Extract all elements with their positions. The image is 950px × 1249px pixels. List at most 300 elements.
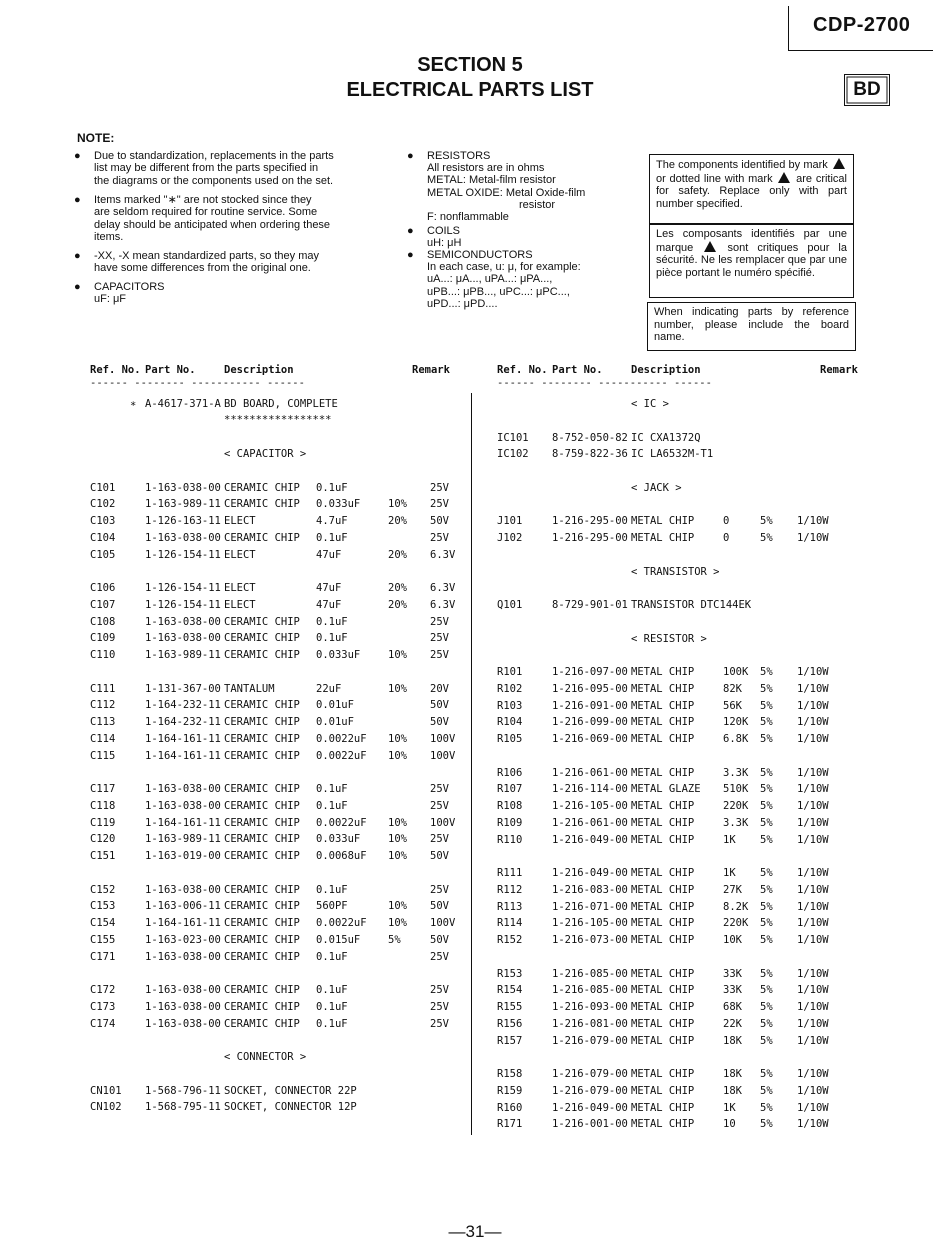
rating: 1/10W (797, 883, 829, 896)
value: 82K (723, 682, 742, 695)
table-row (497, 700, 877, 714)
tolerance: 20% (388, 515, 407, 527)
rating: 25V (430, 833, 449, 846)
ref-no: C105 (90, 548, 116, 561)
table-row (497, 767, 877, 781)
note-middle-line: SEMICONDUCTORS (427, 249, 533, 261)
part-no: 1-126-154-11 (145, 548, 221, 561)
part-no: 1-216-079-00 (552, 1068, 628, 1080)
rating: 1/10W (797, 984, 829, 997)
value: 47uF (316, 548, 342, 561)
group-heading: < TRANSISTOR > (631, 565, 720, 578)
table-row (497, 432, 877, 446)
part-no: 1-163-038-00 (145, 531, 221, 544)
tolerance: 5% (760, 532, 773, 544)
part-no: 1-216-079-00 (552, 1034, 628, 1047)
group-heading: < JACK > (631, 481, 682, 494)
description: CERAMIC CHIP (224, 917, 300, 929)
rating: 25V (430, 883, 449, 896)
rating: 1/10W (797, 816, 829, 829)
part-no: 1-216-049-00 (552, 867, 628, 879)
ref-no: R106 (497, 766, 523, 779)
rating: 1/10W (797, 967, 829, 980)
rating: 1/10W (797, 833, 829, 846)
part-no: 1-163-038-00 (145, 1000, 221, 1013)
safety-note-en-line1: The components identified by mark (656, 159, 828, 171)
description: SOCKET, CONNECTOR 22P (224, 1084, 357, 1097)
value: 0 (723, 515, 730, 528)
rating: 25V (430, 1017, 449, 1030)
note-middle-line: uA...: μA..., uPA...: μPA..., (427, 273, 553, 286)
rating: 25V (430, 799, 449, 812)
table-row (90, 833, 470, 847)
table-row (497, 800, 877, 814)
tolerance: 10% (388, 900, 407, 913)
value: 0.1uF (316, 1017, 348, 1030)
rating: 25V (430, 649, 449, 661)
tolerance: 5% (760, 1118, 773, 1131)
rating: 1/10W (797, 532, 829, 544)
ref-no: R171 (497, 1118, 523, 1131)
rating: 100V (430, 917, 456, 929)
tolerance: 10% (388, 816, 407, 829)
value: 0.01uF (316, 716, 354, 728)
ref-no: C171 (90, 950, 116, 963)
note-middle-line: resistor (519, 198, 556, 211)
part-no: 8-729-901-01 (552, 599, 628, 611)
ref-no: C174 (90, 1017, 116, 1030)
col-rule-right: ------ -------- ----------- ------ (497, 377, 712, 389)
value: 0.033uF (316, 649, 361, 661)
description: METAL CHIP (631, 733, 695, 745)
ref-no: C106 (90, 582, 116, 594)
value: 0.033uF (316, 498, 361, 511)
tolerance: 5% (760, 917, 773, 930)
description: METAL CHIP (631, 1118, 695, 1131)
rating: 1/10W (797, 716, 829, 729)
value: 0.033uF (316, 833, 361, 846)
board-name-note: When indicating parts by reference number, please include the board name. (647, 302, 856, 351)
tolerance: 5% (760, 766, 773, 779)
group-heading: < IC > (631, 398, 669, 410)
value: 6.8K (723, 733, 749, 745)
description: SOCKET, CONNECTOR 12P (224, 1101, 357, 1114)
part-no: 1-216-069-00 (552, 733, 628, 745)
value: 0.1uF (316, 950, 348, 963)
ref-no: C152 (90, 883, 116, 896)
value: 0.015uF (316, 933, 361, 946)
value: 3.3K (723, 766, 749, 779)
ref-no: CN101 (90, 1084, 122, 1097)
note-middle-line: METAL: Metal-film resistor (427, 174, 556, 187)
ref-no: C153 (90, 900, 116, 913)
part-no: 1-126-163-11 (145, 515, 221, 527)
value: 0.1uF (316, 883, 348, 896)
part-no: 1-216-097-00 (552, 666, 628, 678)
description: METAL CHIP (631, 984, 695, 997)
assembly-underline: ***************** (224, 414, 332, 426)
value: 10 (723, 1118, 736, 1131)
part-no: 1-216-099-00 (552, 716, 628, 729)
description: CERAMIC CHIP (224, 1017, 300, 1030)
value: 68K (723, 1001, 742, 1013)
section-number: SECTION 5 (417, 54, 523, 76)
part-no: 1-163-038-00 (145, 615, 221, 628)
tolerance: 5% (760, 800, 773, 812)
ref-no: R109 (497, 816, 523, 829)
ref-no: R157 (497, 1034, 523, 1047)
tolerance: 10% (388, 732, 407, 745)
part-no: 1-568-796-11 (145, 1084, 221, 1097)
part-no: 1-163-038-00 (145, 783, 221, 795)
description: CERAMIC CHIP (224, 783, 300, 795)
description: METAL CHIP (631, 1084, 695, 1097)
table-row (497, 1068, 877, 1082)
bullet-icon: ● (407, 225, 414, 237)
tolerance: 10% (388, 498, 407, 511)
ref-no: R160 (497, 1101, 523, 1114)
part-no: 1-126-154-11 (145, 582, 221, 594)
rating: 6.3V (430, 598, 456, 611)
rating: 1/10W (797, 515, 829, 528)
note-left-line: Items marked "∗" are not stocked since they (94, 194, 312, 206)
part-no: 1-216-049-00 (552, 1101, 628, 1114)
tolerance: 5% (388, 933, 401, 946)
description: METAL CHIP (631, 833, 695, 846)
value: 120K (723, 716, 749, 729)
description: CERAMIC CHIP (224, 749, 300, 762)
description: CERAMIC CHIP (224, 498, 300, 511)
rating: 1/10W (797, 1017, 829, 1030)
description: METAL CHIP (631, 867, 695, 879)
tolerance: 5% (760, 833, 773, 846)
tolerance: 5% (760, 883, 773, 896)
table-row (90, 716, 470, 730)
rating: 1/10W (797, 733, 829, 745)
part-no: 1-163-023-00 (145, 933, 221, 946)
ref-no: C108 (90, 615, 116, 628)
value: 0.1uF (316, 615, 348, 628)
part-no: 1-164-161-11 (145, 732, 221, 745)
rating: 1/10W (797, 917, 829, 930)
part-no: 1-164-232-11 (145, 699, 221, 712)
value: 4.7uF (316, 515, 348, 527)
part-no: 1-216-061-00 (552, 816, 628, 829)
part-no: 1-163-038-00 (145, 984, 221, 996)
table-row (90, 532, 470, 546)
description: TANTALUM (224, 682, 275, 695)
value: 0.0022uF (316, 917, 367, 929)
part-no: 1-568-795-11 (145, 1101, 221, 1114)
description: ELECT (224, 548, 256, 561)
rating: 100V (430, 816, 456, 829)
table-row (497, 917, 877, 931)
bullet-icon: ● (407, 150, 414, 162)
description: CERAMIC CHIP (224, 833, 300, 846)
description: METAL CHIP (631, 1101, 695, 1114)
rating: 1/10W (797, 1118, 829, 1131)
note-left-line: list may be different from the parts specified in (94, 162, 319, 175)
description: CERAMIC CHIP (224, 732, 300, 745)
value: 220K (723, 800, 749, 812)
description: CERAMIC CHIP (224, 900, 300, 913)
safety-note-fr-line1: Les composants identifiés par une marque (656, 228, 847, 254)
rating: 1/10W (797, 1001, 829, 1013)
rating: 1/10W (797, 900, 829, 913)
col-part-left: Part No. (145, 364, 196, 376)
ref-no: R155 (497, 1001, 523, 1013)
ref-no: C154 (90, 917, 116, 929)
description: METAL CHIP (631, 716, 695, 729)
table-row (90, 1085, 470, 1099)
table-row (90, 649, 470, 663)
bullet-icon: ● (74, 150, 81, 162)
value: 0.1uF (316, 799, 348, 812)
table-row (90, 582, 470, 596)
ref-no: C101 (90, 481, 116, 494)
part-no: 1-216-061-00 (552, 766, 628, 779)
tolerance: 20% (388, 598, 407, 611)
ref-no: C120 (90, 833, 116, 846)
value: 18K (723, 1084, 742, 1097)
ref-no: C115 (90, 749, 116, 762)
description: CERAMIC CHIP (224, 883, 300, 896)
rating: 1/10W (797, 934, 829, 946)
part-no: 1-126-154-11 (145, 598, 221, 611)
table-row (90, 733, 470, 747)
part-no: 1-163-038-00 (145, 883, 221, 896)
value: 22uF (316, 682, 342, 695)
part-no: 1-216-105-00 (552, 800, 628, 812)
value: 0.0022uF (316, 749, 367, 762)
group-heading: < RESISTOR > (631, 632, 707, 645)
value: 560PF (316, 900, 348, 913)
description: CERAMIC CHIP (224, 531, 300, 544)
ref-no: IC101 (497, 431, 529, 444)
tolerance: 10% (388, 682, 407, 695)
description: IC CXA1372Q (631, 431, 701, 444)
tolerance: 10% (388, 917, 407, 929)
value: 510K (723, 783, 749, 796)
part-no: 1-216-114-00 (552, 783, 628, 796)
ref-no: J101 (497, 515, 523, 528)
table-row (90, 632, 470, 646)
table-row (90, 549, 470, 563)
rating: 25V (430, 783, 449, 795)
value: 0 (723, 532, 730, 544)
ref-no: R107 (497, 783, 523, 796)
part-no: 1-163-006-11 (145, 900, 221, 913)
value: 33K (723, 967, 742, 980)
table-row (90, 917, 470, 931)
warning-triangle-icon (833, 158, 845, 169)
tolerance: 5% (760, 515, 773, 528)
assembly-row (90, 398, 460, 412)
part-no: 1-216-105-00 (552, 917, 628, 930)
table-row (90, 616, 470, 630)
part-no: 1-216-001-00 (552, 1118, 628, 1131)
tolerance: 5% (760, 967, 773, 980)
ref-no: R108 (497, 800, 523, 812)
table-row (90, 1001, 470, 1015)
description: METAL CHIP (631, 1001, 695, 1013)
value: 0.1uF (316, 481, 348, 494)
rating: 25V (430, 498, 449, 511)
tolerance: 5% (760, 934, 773, 946)
value: 10K (723, 934, 742, 946)
part-no: 1-216-091-00 (552, 699, 628, 712)
ref-no: C111 (90, 682, 116, 695)
table-row (497, 532, 877, 546)
table-row (90, 599, 470, 613)
part-no: 1-163-019-00 (145, 850, 221, 862)
tolerance: 5% (760, 783, 773, 796)
ref-no: R114 (497, 917, 523, 930)
part-no: 1-163-989-11 (145, 649, 221, 661)
ref-no: R105 (497, 733, 523, 745)
rating: 25V (430, 531, 449, 544)
value: 47uF (316, 598, 342, 611)
part-no: 1-164-232-11 (145, 716, 221, 728)
table-row (497, 448, 877, 462)
part-no: 1-216-049-00 (552, 833, 628, 846)
safety-note-fr-line2: sont critiques pour la sécurité. Ne les remplacer que par une pièce portant le numéro spécifié. (656, 241, 847, 279)
rating: 100V (430, 732, 456, 745)
part-no: 1-216-081-00 (552, 1017, 628, 1030)
table-row (497, 817, 877, 831)
table-row (497, 1085, 877, 1099)
ref-no: R152 (497, 934, 523, 946)
value: 47uF (316, 582, 342, 594)
part-no: 8-759-822-36 (552, 448, 628, 461)
col-rule-left: ------ -------- ----------- ------ (90, 377, 305, 389)
table-row (90, 498, 470, 512)
ref-no: C118 (90, 799, 116, 812)
value: 0.1uF (316, 1000, 348, 1013)
description: CERAMIC CHIP (224, 850, 300, 862)
bullet-icon: ● (74, 281, 81, 293)
tolerance: 20% (388, 582, 407, 594)
tolerance: 5% (760, 733, 773, 745)
tolerance: 5% (760, 984, 773, 997)
tolerance: 10% (388, 649, 407, 661)
description: CERAMIC CHIP (224, 632, 300, 645)
rating: 1/10W (797, 1068, 829, 1080)
table-row (90, 699, 470, 713)
table-row (90, 783, 470, 797)
ref-no: R111 (497, 867, 523, 879)
note-middle-line: All resistors are in ohms (427, 162, 545, 175)
description: METAL CHIP (631, 1017, 695, 1030)
ref-no: R158 (497, 1068, 523, 1080)
ref-no: R102 (497, 682, 523, 695)
value: 0.1uF (316, 984, 348, 996)
tolerance: 10% (388, 833, 407, 846)
ref-no: R159 (497, 1084, 523, 1097)
assembly-description: BD BOARD, COMPLETE (224, 398, 338, 410)
rating: 1/10W (797, 666, 829, 678)
rating: 1/10W (797, 867, 829, 879)
table-row (90, 1018, 470, 1032)
note-left-line: uF: μF (94, 293, 127, 306)
tolerance: 5% (760, 682, 773, 695)
value: 0.1uF (316, 531, 348, 544)
ref-no: C109 (90, 632, 116, 645)
rating: 1/10W (797, 1034, 829, 1047)
table-row (90, 951, 470, 965)
board-badge: BD (844, 74, 890, 106)
ref-no: R110 (497, 833, 523, 846)
description: METAL CHIP (631, 682, 695, 695)
not-stocked-mark: ∗ (130, 398, 137, 410)
value: 0.0068uF (316, 850, 367, 862)
ref-no: C110 (90, 649, 116, 661)
rating: 25V (430, 632, 449, 645)
model-number: CDP-2700 (813, 14, 911, 36)
section-title: ELECTRICAL PARTS LIST (346, 79, 594, 101)
ref-no: CN102 (90, 1101, 122, 1114)
tolerance: 5% (760, 1101, 773, 1114)
tolerance: 5% (760, 716, 773, 729)
ref-no: R103 (497, 699, 523, 712)
tolerance: 5% (760, 1084, 773, 1097)
part-no: 1-163-989-11 (145, 498, 221, 511)
description: CERAMIC CHIP (224, 649, 300, 661)
note-middle-line: uPD...: μPD.... (427, 297, 498, 310)
col-ref-right: Ref. No. (497, 364, 548, 376)
note-left-line: items. (94, 230, 124, 243)
note-left-line: have some differences from the original one. (94, 262, 311, 275)
page-number: —31— (448, 1222, 502, 1241)
note-middle-line: COILS (427, 225, 461, 237)
note-heading: NOTE: (77, 131, 115, 145)
ref-no: IC102 (497, 448, 529, 461)
part-no: 1-216-095-00 (552, 682, 628, 695)
value: 3.3K (723, 816, 749, 829)
value: 220K (723, 917, 749, 930)
part-no: 1-216-093-00 (552, 1001, 628, 1013)
rating: 1/10W (797, 766, 829, 779)
description: METAL CHIP (631, 917, 695, 930)
table-row (497, 783, 877, 797)
safety-note-en-line3: are critical for safety. Replace only with part number specified. (656, 172, 847, 210)
rating: 50V (430, 850, 449, 862)
description: METAL CHIP (631, 900, 695, 913)
value: 18K (723, 1034, 742, 1047)
value: 1K (723, 1101, 736, 1114)
table-row (90, 750, 470, 764)
rating: 25V (430, 481, 449, 494)
ref-no: C117 (90, 783, 116, 795)
column-divider (471, 393, 472, 1135)
table-row (90, 683, 470, 697)
tolerance: 10% (388, 850, 407, 862)
note-middle-line: uPB...: μPB..., uPC...: μPC..., (427, 285, 570, 298)
description: ELECT (224, 582, 256, 594)
description: IC LA6532M-T1 (631, 448, 714, 461)
part-no: 1-164-161-11 (145, 749, 221, 762)
tolerance: 5% (760, 1068, 773, 1080)
ref-no: R104 (497, 716, 523, 729)
note-left-line: Due to standardization, replacements in the parts (94, 150, 334, 162)
ref-no: C113 (90, 716, 116, 728)
part-no: 1-163-038-00 (145, 481, 221, 494)
table-row (497, 716, 877, 730)
table-row (497, 834, 877, 848)
note-left-line: delay should be anticipated when ordering these (94, 218, 331, 231)
rating: 20V (430, 682, 449, 695)
col-desc-left: Description (224, 364, 294, 376)
